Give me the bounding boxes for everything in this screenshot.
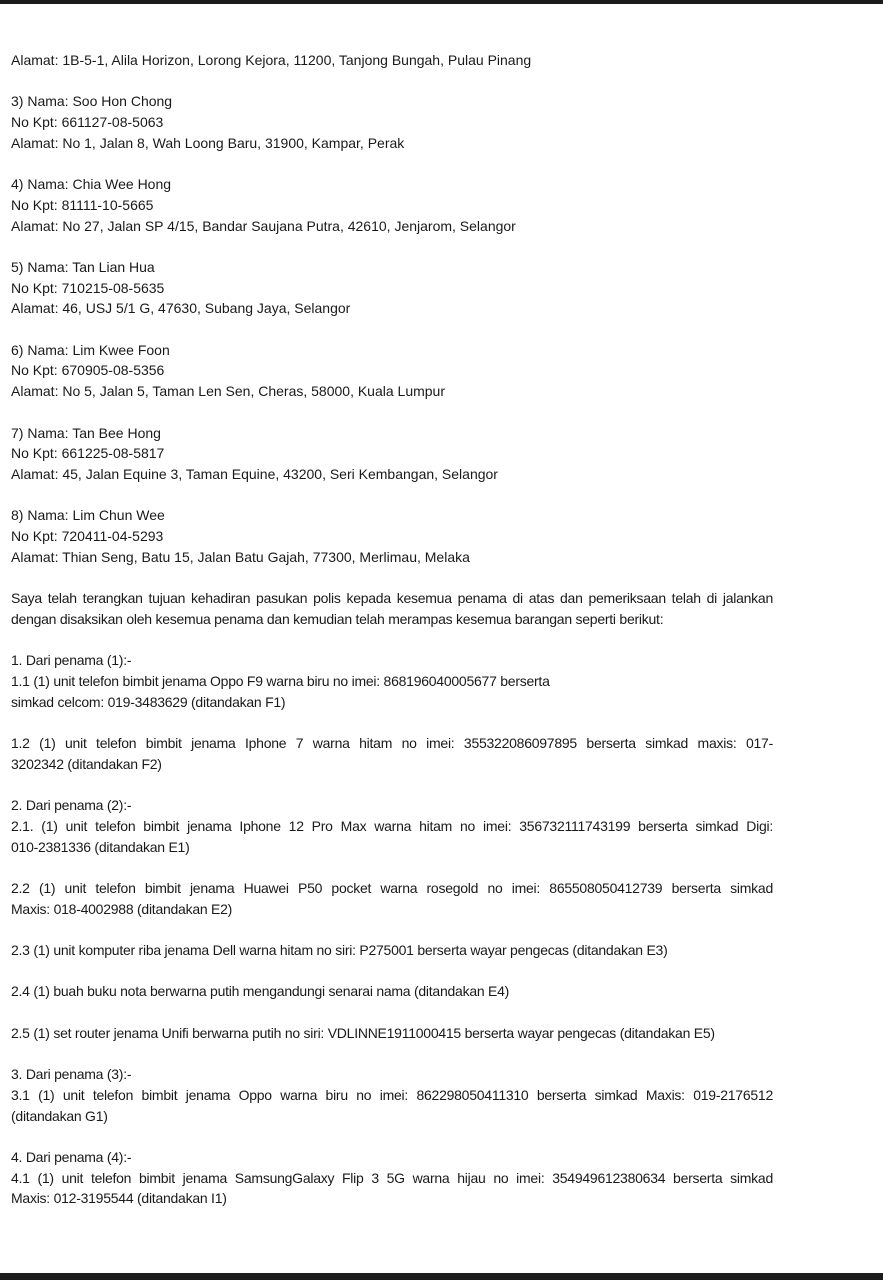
spacer bbox=[11, 485, 773, 506]
person-kpt: No Kpt: 661225-08-5817 bbox=[11, 445, 165, 462]
person-address: Alamat: No 27, Jalan SP 4/15, Bandar Saujana Putra, 42610, Jenjarom, Selangor bbox=[11, 217, 516, 234]
spacer bbox=[11, 567, 773, 588]
seizure-item-cont: (ditandakan G1) bbox=[11, 1107, 108, 1124]
seizure-heading: 2. Dari penama (2):- bbox=[11, 797, 132, 814]
person-entry bbox=[11, 174, 773, 236]
seizure-heading: 3. Dari penama (3):- bbox=[11, 1066, 132, 1083]
spacer bbox=[11, 630, 773, 651]
seizure-section bbox=[11, 1064, 773, 1126]
spacer bbox=[11, 1044, 773, 1065]
spacer bbox=[11, 712, 773, 733]
seizure-item: 2.2 (1) unit telefon bimbit jenama Huawei P50 pocket warna rosegold no imei: 865508050412739 berserta simkad bbox=[11, 879, 773, 896]
person-name: 5) Nama: Tan Lian Hua bbox=[11, 258, 155, 275]
person-kpt: No Kpt: 661127-08-5063 bbox=[11, 114, 164, 131]
person-address: Alamat: Thian Seng, Batu 15, Jalan Batu Gajah, 77300, Merlimau, Melaka bbox=[11, 548, 470, 565]
person-entry bbox=[11, 505, 773, 567]
address-line: Alamat: 1B-5-1, Alila Horizon, Lorong Kejora, 11200, Tanjong Bungah, Pulau Pinang bbox=[11, 52, 532, 68]
seizure-item: 1.2 (1) unit telefon bimbit jenama Iphone 7 warna hitam no imei: 355322086097895 berserta simkad maxis: 017- bbox=[11, 735, 773, 752]
person-kpt: No Kpt: 720411-04-5293 bbox=[11, 528, 164, 545]
person-address: Alamat: 45, Jalan Equine 3, Taman Equine, 43200, Seri Kembangan, Selangor bbox=[11, 465, 498, 482]
seizure-section bbox=[11, 795, 773, 1043]
seizure-item: 1.1 (1) unit telefon bimbit jenama Oppo F9 warna biru no imei: 868196040005677 berserta bbox=[11, 672, 550, 689]
spacer bbox=[11, 857, 773, 878]
person-kpt: No Kpt: 710215-08-5635 bbox=[11, 279, 165, 296]
spacer bbox=[11, 71, 773, 92]
document-body bbox=[11, 50, 773, 1209]
seizure-item-cont: Maxis: 012-3195544 (ditandakan I1) bbox=[11, 1190, 227, 1207]
person-address: Alamat: 46, USJ 5/1 G, 47630, Subang Jaya, Selangor bbox=[11, 300, 351, 317]
seizure-item: 3.1 (1) unit telefon bimbit jenama Oppo warna biru no imei: 862298050411310 berserta simkad Maxis: 019-2176512 bbox=[11, 1086, 773, 1103]
spacer bbox=[11, 774, 773, 795]
person-address: Alamat: No 5, Jalan 5, Taman Len Sen, Cheras, 58000, Kuala Lumpur bbox=[11, 383, 446, 400]
person-entry bbox=[11, 257, 773, 319]
spacer bbox=[11, 1126, 773, 1147]
spacer bbox=[11, 402, 773, 423]
person-entry bbox=[11, 340, 773, 402]
spacer bbox=[11, 1002, 773, 1023]
seizure-item: 2.5 (1) set router jenama Unifi berwarna putih no siri: VDLINNE1911000415 berserta wayar pengecas (ditandakan E5) bbox=[11, 1024, 715, 1041]
spacer bbox=[11, 154, 773, 175]
person-name: 6) Nama: Lim Kwee Foon bbox=[11, 341, 170, 358]
seizure-item-cont: 010-2381336 (ditandakan E1) bbox=[11, 838, 190, 855]
seizure-item: 2.3 (1) unit komputer riba jenama Dell warna hitam no siri: P275001 berserta wayar pengecas (ditandakan E3) bbox=[11, 942, 668, 959]
seizure-item-cont: Maxis: 018-4002988 (ditandakan E2) bbox=[11, 900, 233, 917]
person-entry bbox=[11, 423, 773, 485]
seizure-item: 2.4 (1) buah buku nota berwarna putih mengandungi senarai nama (ditandakan E4) bbox=[11, 983, 510, 1000]
spacer bbox=[11, 919, 773, 940]
spacer bbox=[11, 961, 773, 982]
person-address: Alamat: No 1, Jalan 8, Wah Loong Baru, 31900, Kampar, Perak bbox=[11, 134, 405, 151]
seizure-item-cont: simkad celcom: 019-3483629 (ditandakan F1) bbox=[11, 693, 286, 710]
person-kpt: No Kpt: 81111-10-5665 bbox=[11, 196, 154, 213]
seizure-item: 2.1. (1) unit telefon bimbit jenama Iphone 12 Pro Max warna hitam no imei: 356732111743199 berserta simkad Digi: bbox=[11, 817, 773, 834]
person-entry bbox=[11, 91, 773, 153]
statement-paragraph: Saya telah terangkan tujuan kehadiran pasukan polis kepada kesemua penama di atas dan pemeriksaan telah di jalankan dengan disaksikan oleh kesemua penama dan kemudian telah merampas kesemua barangan seperti berikut: bbox=[11, 590, 773, 627]
person-name: 7) Nama: Tan Bee Hong bbox=[11, 424, 161, 441]
top-edge-bar bbox=[0, 0, 883, 4]
person-name: 3) Nama: Soo Hon Chong bbox=[11, 93, 173, 110]
seizure-heading: 4. Dari penama (4):- bbox=[11, 1149, 132, 1166]
bottom-edge-bar bbox=[0, 1273, 883, 1280]
person-name: 8) Nama: Lim Chun Wee bbox=[11, 507, 165, 524]
seizure-item: 4.1 (1) unit telefon bimbit jenama SamsungGalaxy Flip 3 5G warna hijau no imei: 354949612380634 berserta simkad bbox=[11, 1169, 773, 1186]
seizure-section bbox=[11, 650, 773, 774]
spacer bbox=[11, 319, 773, 340]
person-kpt: No Kpt: 670905-08-5356 bbox=[11, 362, 165, 379]
seizure-item-cont: 3202342 (ditandakan F2) bbox=[11, 755, 162, 772]
spacer bbox=[11, 236, 773, 257]
person-name: 4) Nama: Chia Wee Hong bbox=[11, 176, 172, 193]
seizure-section bbox=[11, 1147, 773, 1209]
seizure-heading: 1. Dari penama (1):- bbox=[11, 652, 132, 669]
